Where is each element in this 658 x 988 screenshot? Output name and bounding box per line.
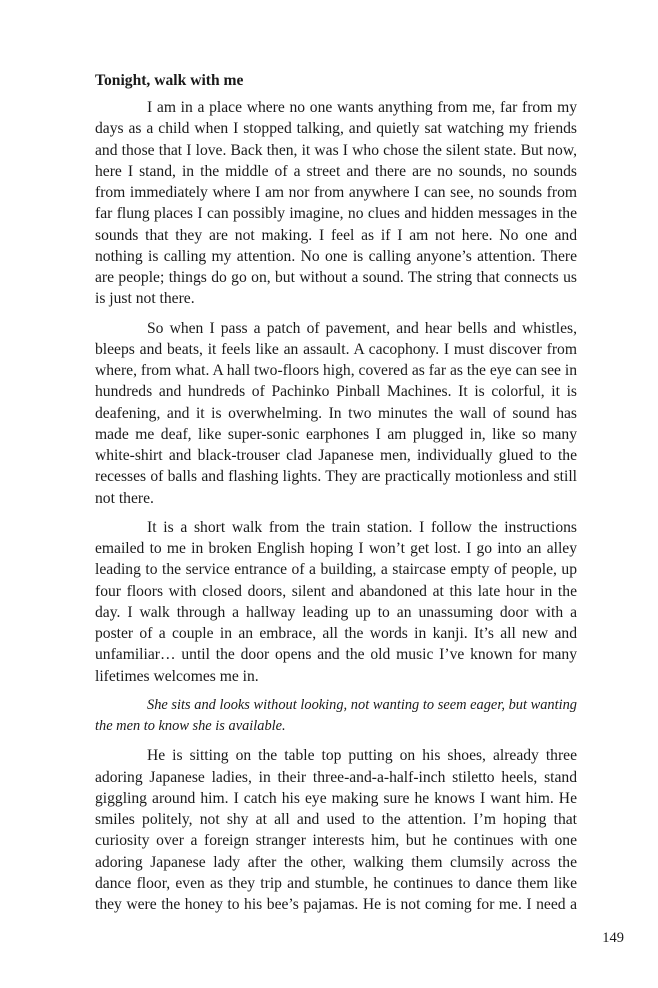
paragraph-pachinko: So when I pass a patch of pavement, and hear bells and whistles, bleeps and beats, it feels like an assault. A cacophony. I must discover from where, from what. A hall two-floors high, covered as far as the eye can see in hundreds and hundreds of Pachinko Pinball Machines. It is colorful, it is deafening, and it is overwhelming. In two minutes the wall of sound has made me deaf, like super-sonic earphones I am plugged in, like so many white-shirt and black-trouser clad Japanese men, individually glued to the recesses of balls and flashing lights. They are practically motionless and still not there. — [95, 319, 577, 507]
page-number: 149 — [602, 930, 624, 946]
page-text — [95, 70, 577, 915]
paragraph-walk: It is a short walk from the train station. I follow the instructions emailed to me in broken English hoping I won’t get lost. I go into an alley leading to the service entrance of a building, a staircase empty of people, up four floors with closed doors, silent and abandoned at this late hour in the day. I walk through a hallway leading up to an unassuming door with a poster of a couple in an embrace, all the words in kanji. It’s all new and unfamiliar… until the door opens and the old music I’ve known for many lifetimes welcomes me in. — [95, 518, 577, 685]
paragraph-silence: I am in a place where no one wants anything from me, far from my days as a child when I stopped talking, and quietly sat watching my friends and those that I love. Back then, it was I who chose the silent state. But now, here I stand, in the middle of a street and there are no sounds, no sounds from immediately where I am nor from anywhere I can see, no sounds from far flung places I can possibly imagine, no clues and hidden messages in the sounds that they are not making. I feel as if I am not here. No one and nothing is calling my attention. No one is calling anyone’s attention. There are people; things do go on, but without a sound. The string that connects us is just not there. — [95, 99, 577, 308]
paragraph-italic-aside: She sits and looks without looking, not wanting to seem eager, but wanting the men to know she is available. — [95, 696, 577, 734]
paragraph-dancer: He is sitting on the table top putting on his shoes, already three adoring Japanese ladies, in their three-and-a-half-inch stiletto heels, stand giggling around him. I catch his eye making sure he knows I want him. He smiles politely, not shy at all and used to the attention. I’m hoping that curiosity over a foreign stranger interests him, but he continues with one adoring Japanese lady after the other, walking them clumsily across the dance floor, even as they trip and stumble, he continues to dance them like they were the honey to his bee’s pajamas. He is not coming for me. I need a — [95, 747, 577, 913]
chapter-title: Tonight, walk with me — [95, 72, 244, 89]
